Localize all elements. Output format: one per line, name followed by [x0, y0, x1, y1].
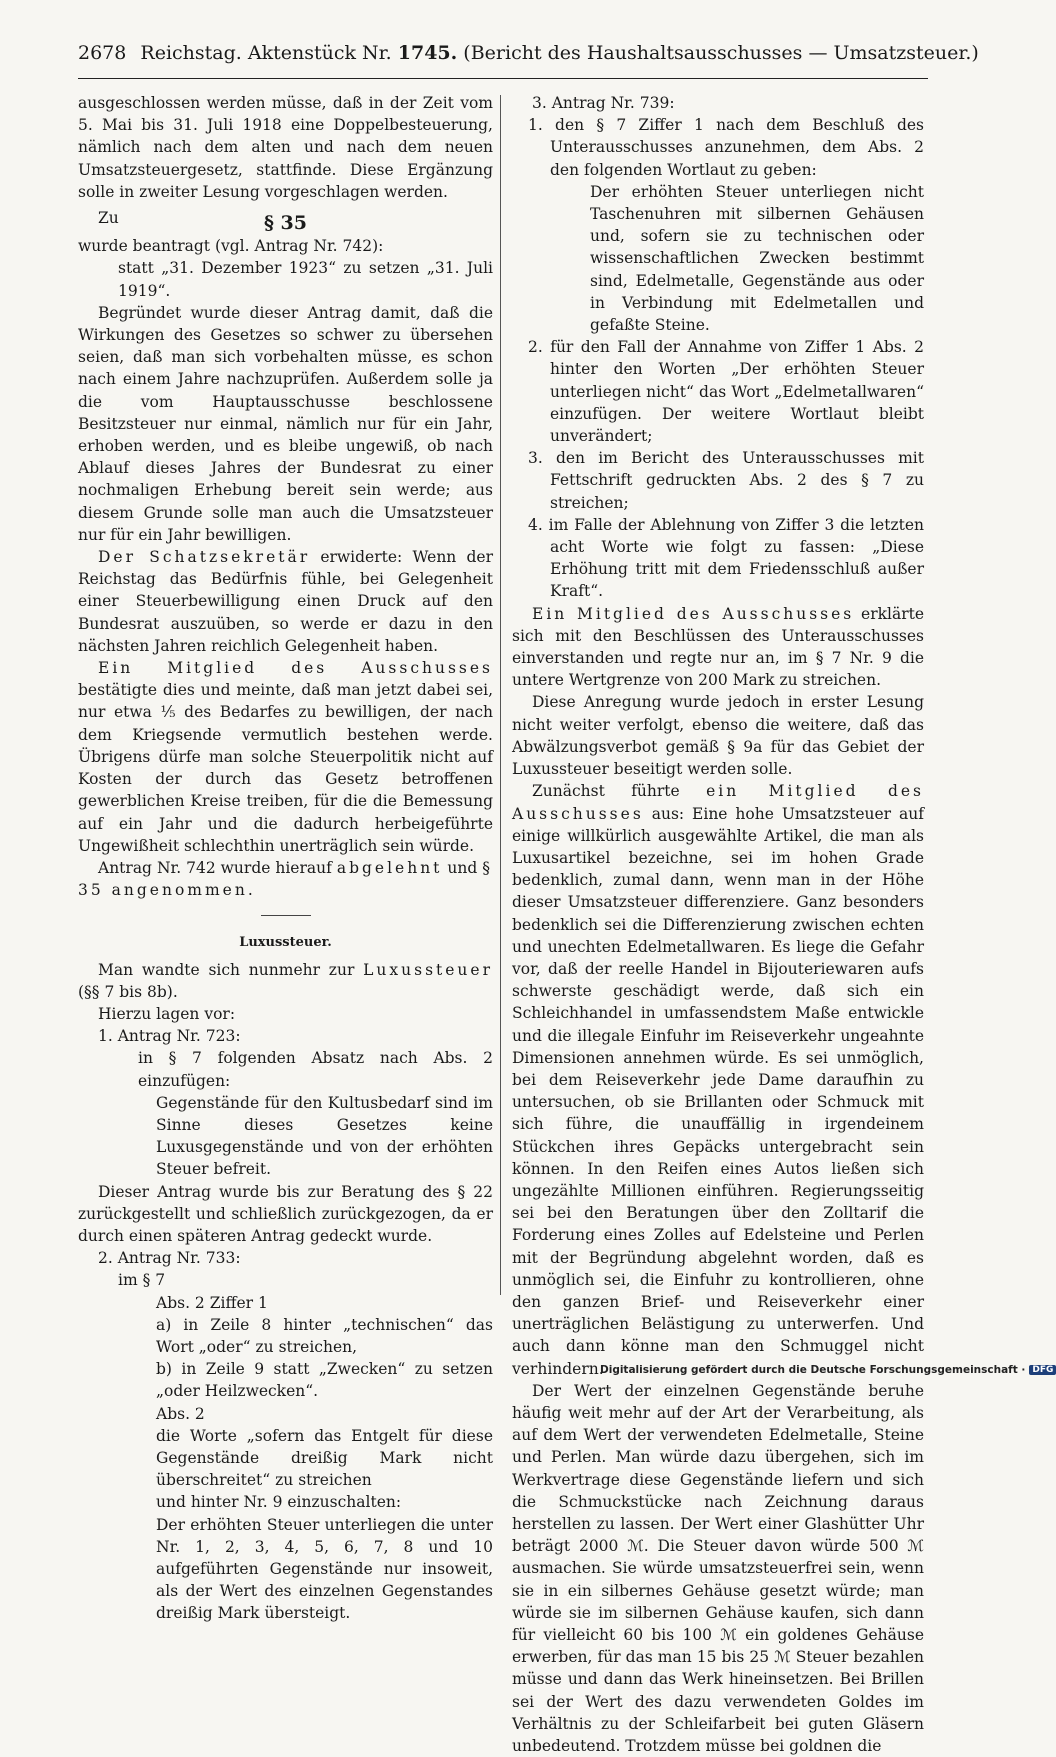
antrag-723-heading: 1. Antrag Nr. 723: [98, 1027, 241, 1046]
paragraph: die Worte „sofern das Entgelt für diese Gegenstände dreißig Mark nicht überschreitet“ zu streichen [156, 1426, 493, 1490]
paragraph: ausgeschlossen werden müsse, daß in der Zeit vom 5. Mai bis 31. Juli 1918 eine Doppelbesteuerung, nämlich nach dem alten und nach dem neuen Umsatzsteuergesetz, stattfinde. Diese Ergänzung solle in zweiter Lesung vorgeschlagen werden. [78, 94, 493, 201]
paragraph-text: aus: Eine hohe Umsatzsteuer auf einige willkürlich ausgewählte Artikel, die man als Luxusartikel bezeichne, sei im hohen Grade bedenklich, zumal dann, wenn man in der Höhe dieser Umsatzsteuer differenziere. Ganz besonders bedenklich sei die Differenzierung zwischen echten und unechten Edelmetallwaren. Es liege die Gefahr vor, daß der reelle Handel in Bijouteriewaren aufs schwerste geschädigt werde, daß sich ein Schleichhandel in umfassendstem Maße entwickle und die illegale Einfuhr im Reiseverkehr ungeahnte Dimensionen annehmen würde. Es sei unmöglich, bei dem Reiseverkehr jede Dame daraufhin zu untersuchen, ob sie Brillanten oder Schmuck mit sich führe, die unauffällig in irgendeinem Stückchen ihres Gepäcks untergebracht sein können. In den Reifen eines Autos ließen sich ungezählte Millionen einführen. Regierungsseitig sei bei den Beratungen über den Zolltarif die Forderung eines Zolles auf Edelsteine und Perlen mit der Begründung abgelehnt worden, daß es unmöglich sei, die Einfuhr zu kontrollieren, ohne den ganzen Brief- und Reiseverkehr einer unerträglichen Belästigung zu unterwerfen. Und auch dann könne man den Schmuggel nicht verhindern. [512, 804, 924, 1378]
spaced-text: Ein Mitglied des Ausschusses [532, 604, 855, 623]
paragraph: Abs. 2 Ziffer 1 [156, 1293, 268, 1312]
paragraph: Diese Anregung wurde jedoch in erster Lesung nicht weiter verfolgt, ebenso die weitere, daß das Abwälzungsverbot gemäß § 9a für das Gebiet der Luxussteuer beseitigt werden solle. [512, 693, 924, 779]
spaced-text: abgelehnt [336, 858, 443, 877]
left-column [78, 92, 493, 1623]
paragraph: wurde beantragt (vgl. Antrag Nr. 742): [78, 237, 384, 256]
paragraph: Begründet wurde dieser Antrag damit, daß die Wirkungen des Gesetzes so schwer zu übersehen seien, daß man sich vorbehalten müsse, es schon nach einem Jahre nachzuprüfen. Außerdem solle ja die vom Hauptausschusse beschlossene Besitzsteuer nur einmal, nämlich nur für ein Jahr, erhoben werden, und es bleibe ungewiß, ob nach Ablauf dieses Jahres der Bundesrat zu einer nochmaligen Erhebung bereit sein werde; aus diesem Grunde solle man auch die Umsatzsteuer nur für ein Jahr bewilligen. [78, 303, 493, 544]
list-item: 1. den § 7 Ziffer 1 nach dem Beschluß des Unterausschusses anzunehmen, dem Abs. 2 den folgenden Wortlaut zu geben: [528, 116, 924, 179]
list-item: b) in Zeile 9 statt „Zwecken“ zu setzen „oder Heilzwecken“. [156, 1360, 493, 1401]
paragraph-text: erwiderte: Wenn der Reichstag das Bedürfnis fühle, bei Gelegenheit einer Steuerbewilligung einen Druck auf den Bundesrat auszuüben, so werde er dazu in den nächsten Jahren reichlich Gelegenheit haben. [78, 548, 493, 655]
paragraph [78, 857, 493, 901]
paragraph: Der Wert der einzelnen Gegenstände beruhe häufig weit mehr auf der Art der Verarbeitung, als auf dem Wert der verwendeten Edelmetalle, Steine und Perlen. Man würde dazu übergehen, sich im Werkvertrage diese Gegenstände liefern und sich die Schmuckstücke nach Zeichnung daraus herstellen zu lassen. Der Wert einer Glashütter Uhr beträgt 2000 ℳ. Die Steuer davon würde 500 ℳ ausmachen. Sie würde umsatzsteuerfrei sein, wenn sie in ein silbernes Gehäuse gesetzt würde; man würde sie im silbernen Gehäuse kaufen, sich dann für vielleicht 60 bis 100 ℳ ein goldenes Gehäuse erwerben, für das man 15 bis 25 ℳ Steuer bezahlen müsse und dann das Werk hineinsetzen. Bei Brillen sei der Wert des dazu verwendeten Goldes im Verhältnis zu der Schleifarbeit bei guten Gläsern unbedeutend. Trotzdem müsse bei goldnen die [512, 1381, 924, 1756]
paragraph [78, 657, 493, 857]
separator-line [261, 915, 311, 916]
list-item: 3. den im Bericht des Unterausschusses mit Fettschrift gedruckten Abs. 2 des § 7 zu streichen; [528, 449, 924, 512]
quote: Der erhöhten Steuer unterliegen nicht Taschenuhren mit silbernen Gehäusen und, sofern sie zu technischen oder wissenschaftlichen Zwecken bestimmt sind, Edelmetalle, Gegenstände aus oder in Verbindung mit Edelmetallen und gefaßte Steine. [590, 182, 924, 335]
paragraph: Abs. 2 [156, 1404, 205, 1423]
paragraph-text: und [442, 858, 483, 877]
header-doc-number: 1745. [397, 42, 458, 64]
spaced-text: Ein Mitglied des Ausschusses [98, 659, 493, 678]
spaced-text: Luxussteuer [363, 960, 493, 979]
quote: Gegenstände für den Kultusbedarf sind im Sinne dieses Gesetzes keine Luxusgegenstände und von der erhöhten Steuer befreit. [156, 1093, 493, 1179]
dfg-logo: DFG [1029, 1365, 1056, 1375]
footer-text: Digitalisierung gefördert durch die Deutsche Forschungsgemeinschaft · [600, 1364, 1026, 1376]
paragraph [512, 603, 924, 692]
spaced-text: ein Mitglied des Ausschusses [512, 782, 924, 823]
paragraph [78, 959, 493, 1003]
spaced-text: Der Schatzsekretär [98, 548, 311, 567]
header-title-prefix: Reichstag. Aktenstück Nr. [140, 42, 392, 64]
column-divider [500, 95, 501, 1295]
paragraph-text: erklärte sich mit den Beschlüssen des Unterausschusses einverstanden und regte nur an, im § 7 Nr. 9 die untere Wertgrenze von 200 Mark zu streichen. [512, 604, 925, 690]
list-item: a) in Zeile 8 hinter „technischen“ das Wort „oder“ zu streichen, [156, 1315, 493, 1356]
paragraph [78, 546, 493, 657]
antrag-739-heading: 3. Antrag Nr. 739: [532, 94, 675, 112]
antrag-733-heading: 2. Antrag Nr. 733: [98, 1249, 241, 1268]
paragraph: in § 7 folgenden Absatz nach Abs. 2 einzufügen: [138, 1049, 493, 1090]
paragraph [512, 780, 924, 1379]
paragraph-text: Antrag Nr. 742 wurde hierauf [98, 858, 337, 877]
page-number: 2678 [78, 42, 127, 64]
paragraph: Hierzu lagen vor: [98, 1004, 236, 1023]
list-item: 2. für den Fall der Annahme von Ziffer 1 Abs. 2 hinter den Worten „Der erhöhten Steuer unterliegen nicht“ das Wort „Edelmetallwaren“ einzufügen. Der weitere Wortlaut bleibt unverändert; [528, 338, 924, 446]
paragraph-text: (§§ 7 bis 8b). [78, 982, 178, 1001]
paragraph-text: Zunächst führte [532, 782, 707, 801]
paragraph-text: bestätigte dies und meinte, daß man jetzt dabei sei, nur etwa ⅕ des Bedarfes zu bewilligen, der nach dem Kriegsende vermutlich bestehen werde. Übrigens dürfe man solche Steuerpolitik nicht auf Kosten der durch das Gesetz betroffenen gewerblichen Kreise treiben, für die die Bemessung auf ein Jahr und die dadurch herbeigeführte Ungewißheit schlechthin unerträglich sein würde. [78, 681, 493, 855]
header-title-suffix: (Bericht des Haushaltsausschusses — Umsatzsteuer.) [463, 42, 979, 64]
quote: Der erhöhten Steuer unterliegen die unter Nr. 1, 2, 3, 4, 5, 6, 7, 8 und 10 aufgeführten Gegenstände nur insoweit, als der Wert des einzelnen Gegenstandes dreißig Mark übersteigt. [156, 1515, 493, 1623]
spaced-text: § 35 angenommen. [78, 858, 493, 900]
footer-credit [600, 1364, 1054, 1380]
paragraph-text: Man wandte sich nunmehr zur [98, 960, 364, 979]
list-item: 4. im Falle der Ablehnung von Ziffer 3 die letzten acht Worte wie folgt zu fassen: „Diese Erhöhung tritt mit dem Friedensschluß außer Kraft“. [528, 515, 924, 601]
paragraph: im § 7 [118, 1271, 166, 1290]
paragraph: statt „31. Dezember 1923“ zu setzen „31. Juli 1919“. [118, 259, 493, 300]
paragraph: und hinter Nr. 9 einzuschalten: [156, 1493, 402, 1512]
luxussteuer-heading: Luxussteuer. [239, 935, 332, 951]
zu-label: Zu [98, 209, 119, 228]
paragraph: Dieser Antrag wurde bis zur Beratung des § 22 zurückgestellt und schließlich zurückgezogen, da er durch einen späteren Antrag gedeckt wurde. [78, 1182, 493, 1245]
section-heading-35: § 35 [264, 212, 307, 235]
page-header [78, 42, 979, 79]
